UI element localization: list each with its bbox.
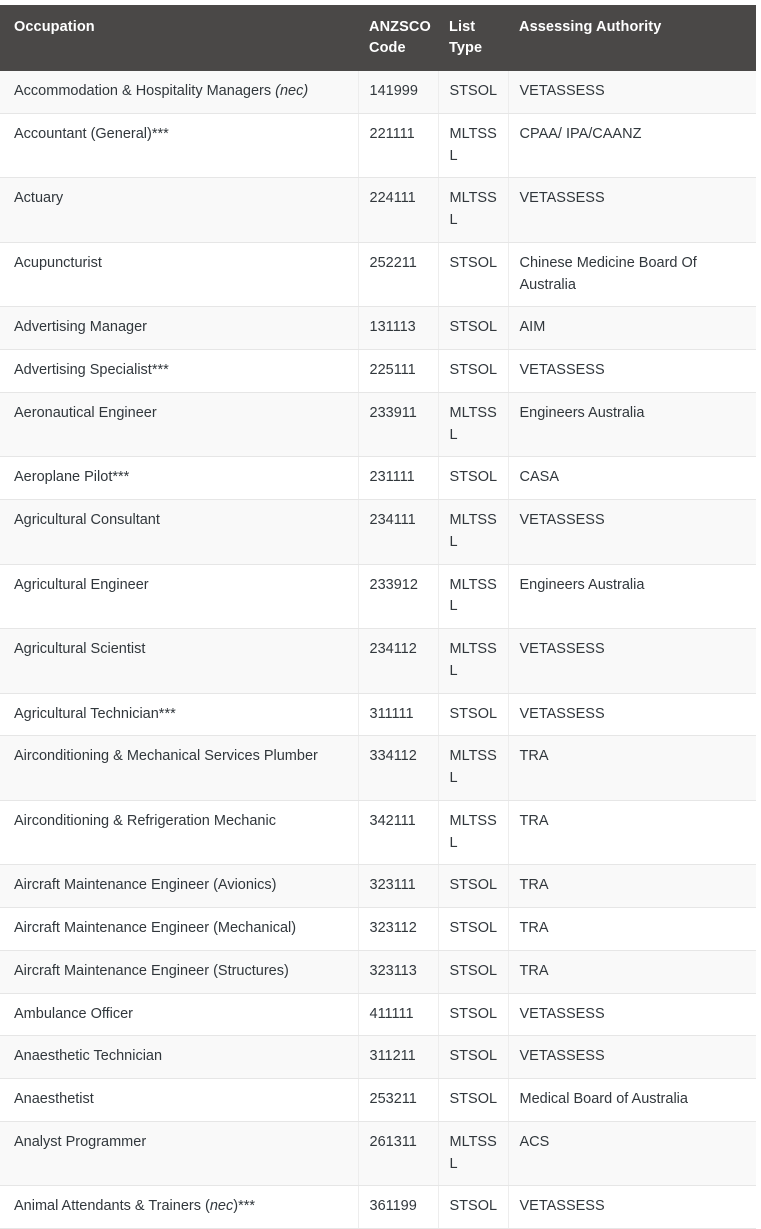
table-header-row: [0, 5, 756, 71]
table-row[interactable]: [0, 1121, 756, 1186]
cell-anzsco-code: 311211: [358, 1036, 438, 1079]
occupation-qualifier: (nec): [275, 83, 309, 100]
cell-anzsco-code: 225111: [358, 350, 438, 393]
cell-list-type: STSOL: [438, 950, 508, 993]
cell-list-type: STSOL: [438, 307, 508, 350]
cell-occupation: [0, 392, 358, 457]
cell-assessing-authority: TRA: [508, 800, 756, 865]
cell-assessing-authority: TRA: [508, 736, 756, 801]
cell-occupation: [0, 307, 358, 350]
cell-list-type: MLTSSL: [438, 178, 508, 243]
cell-assessing-authority: VETASSESS: [508, 71, 756, 113]
table-row[interactable]: [0, 564, 756, 629]
cell-occupation: [0, 1036, 358, 1079]
cell-occupation: [0, 800, 358, 865]
occupation-qualifier: nec: [209, 1198, 234, 1215]
cell-anzsco-code: 311111: [358, 693, 438, 736]
occupation-text: Anaesthetist: [14, 1091, 94, 1108]
occupation-table: [0, 5, 756, 1229]
table-row[interactable]: [0, 113, 756, 178]
table-row[interactable]: [0, 629, 756, 694]
cell-occupation: [0, 908, 358, 951]
cell-list-type: MLTSSL: [438, 392, 508, 457]
table-row[interactable]: [0, 242, 756, 307]
column-header-anzsco-line1: ANZSCO: [369, 19, 431, 35]
cell-list-type: MLTSSL: [438, 1121, 508, 1186]
cell-list-type: STSOL: [438, 1079, 508, 1122]
column-header-anzsco-code[interactable]: [358, 5, 438, 71]
cell-assessing-authority: Engineers Australia: [508, 392, 756, 457]
occupation-text: (: [205, 1198, 210, 1215]
occupation-text: Airconditioning & Refrigeration Mechanic: [14, 812, 276, 829]
occupation-text: Accountant (General)***: [14, 125, 169, 142]
cell-assessing-authority: TRA: [508, 908, 756, 951]
cell-assessing-authority: Medical Board of Australia: [508, 1079, 756, 1122]
occupation-text: Advertising Manager: [14, 319, 147, 336]
cell-anzsco-code: 234111: [358, 500, 438, 565]
cell-anzsco-code: 131113: [358, 307, 438, 350]
cell-occupation: [0, 993, 358, 1036]
cell-anzsco-code: 253211: [358, 1079, 438, 1122]
cell-list-type: MLTSSL: [438, 736, 508, 801]
cell-assessing-authority: Chinese Medicine Board Of Australia: [508, 242, 756, 307]
cell-occupation: [0, 178, 358, 243]
cell-list-type: STSOL: [438, 1186, 508, 1229]
cell-anzsco-code: 252211: [358, 242, 438, 307]
cell-list-type: STSOL: [438, 71, 508, 113]
occupation-text: Airconditioning & Mechanical Services Plumber: [14, 748, 318, 765]
column-header-assessing-authority[interactable]: Assessing Authority: [508, 5, 756, 71]
cell-anzsco-code: 411111: [358, 993, 438, 1036]
cell-occupation: [0, 1121, 358, 1186]
cell-occupation: [0, 629, 358, 694]
cell-anzsco-code: 361199: [358, 1186, 438, 1229]
column-header-list-type[interactable]: [438, 5, 508, 71]
table-row[interactable]: [0, 736, 756, 801]
occupation-text: Aircraft Maintenance Engineer (Structures): [14, 962, 289, 979]
cell-assessing-authority: CASA: [508, 457, 756, 500]
table-row[interactable]: [0, 457, 756, 500]
column-header-occupation[interactable]: Occupation: [0, 5, 358, 71]
table-row[interactable]: [0, 1036, 756, 1079]
cell-assessing-authority: VETASSESS: [508, 629, 756, 694]
cell-occupation: [0, 242, 358, 307]
cell-occupation: [0, 564, 358, 629]
table-row[interactable]: [0, 392, 756, 457]
cell-assessing-authority: ACS: [508, 1121, 756, 1186]
cell-anzsco-code: 323111: [358, 865, 438, 908]
cell-occupation: [0, 1079, 358, 1122]
cell-list-type: STSOL: [438, 908, 508, 951]
cell-occupation: [0, 950, 358, 993]
table-row[interactable]: [0, 865, 756, 908]
cell-assessing-authority: VETASSESS: [508, 1186, 756, 1229]
cell-list-type: MLTSSL: [438, 800, 508, 865]
occupation-text: Analyst Programmer: [14, 1133, 147, 1150]
cell-occupation: [0, 500, 358, 565]
occupation-text: Aircraft Maintenance Engineer (Mechanical): [14, 920, 297, 937]
cell-occupation: [0, 457, 358, 500]
cell-list-type: STSOL: [438, 693, 508, 736]
table-row[interactable]: [0, 71, 756, 113]
cell-anzsco-code: 323112: [358, 908, 438, 951]
occupation-text: Aeronautical Engineer: [14, 404, 157, 421]
table-row[interactable]: [0, 1079, 756, 1122]
table-row[interactable]: [0, 500, 756, 565]
occupation-text: Advertising Specialist***: [14, 362, 169, 379]
cell-assessing-authority: VETASSESS: [508, 500, 756, 565]
table-row[interactable]: [0, 950, 756, 993]
cell-list-type: STSOL: [438, 993, 508, 1036]
cell-list-type: STSOL: [438, 457, 508, 500]
occupation-text: Aeroplane Pilot***: [14, 469, 130, 486]
cell-assessing-authority: AIM: [508, 307, 756, 350]
occupation-text: Accommodation & Hospitality Managers: [14, 83, 276, 100]
table-row[interactable]: [0, 800, 756, 865]
cell-anzsco-code: 261311: [358, 1121, 438, 1186]
cell-assessing-authority: Engineers Australia: [508, 564, 756, 629]
occupation-text: Actuary: [14, 190, 64, 207]
cell-assessing-authority: TRA: [508, 950, 756, 993]
cell-list-type: MLTSSL: [438, 113, 508, 178]
cell-assessing-authority: VETASSESS: [508, 993, 756, 1036]
cell-assessing-authority: VETASSESS: [508, 693, 756, 736]
cell-occupation: [0, 1186, 358, 1229]
cell-occupation: [0, 865, 358, 908]
occupation-text: Acupuncturist: [14, 254, 102, 271]
cell-assessing-authority: VETASSESS: [508, 1036, 756, 1079]
cell-anzsco-code: 234112: [358, 629, 438, 694]
cell-occupation: [0, 350, 358, 393]
occupation-text: Agricultural Technician***: [14, 705, 176, 722]
cell-list-type: MLTSSL: [438, 564, 508, 629]
cell-assessing-authority: VETASSESS: [508, 350, 756, 393]
table-row[interactable]: [0, 1186, 756, 1229]
cell-anzsco-code: 221111: [358, 113, 438, 178]
cell-assessing-authority: VETASSESS: [508, 178, 756, 243]
cell-assessing-authority: CPAA/ IPA/CAANZ: [508, 113, 756, 178]
cell-list-type: MLTSSL: [438, 500, 508, 565]
table-row[interactable]: [0, 178, 756, 243]
cell-occupation: [0, 736, 358, 801]
cell-anzsco-code: 334112: [358, 736, 438, 801]
cell-list-type: STSOL: [438, 865, 508, 908]
table-row[interactable]: [0, 908, 756, 951]
cell-anzsco-code: 233911: [358, 392, 438, 457]
cell-occupation: [0, 71, 358, 113]
cell-anzsco-code: 233912: [358, 564, 438, 629]
column-header-anzsco-line2: Code: [369, 40, 406, 57]
cell-occupation: [0, 113, 358, 178]
column-header-list-line2: Type: [449, 40, 483, 57]
table-row[interactable]: [0, 350, 756, 393]
cell-anzsco-code: 323113: [358, 950, 438, 993]
occupation-text: Animal Attendants & Trainers: [14, 1198, 206, 1215]
cell-anzsco-code: 342111: [358, 800, 438, 865]
table-row[interactable]: [0, 993, 756, 1036]
cell-list-type: STSOL: [438, 1036, 508, 1079]
table-row[interactable]: [0, 307, 756, 350]
table-row[interactable]: [0, 693, 756, 736]
cell-list-type: STSOL: [438, 350, 508, 393]
table-body: [0, 71, 756, 1229]
cell-list-type: STSOL: [438, 242, 508, 307]
cell-occupation: [0, 693, 358, 736]
occupation-text: Ambulance Officer: [14, 1005, 134, 1022]
column-header-list-line1: List: [449, 19, 476, 35]
occupation-text: Agricultural Consultant: [14, 512, 160, 529]
table-header: [0, 5, 756, 71]
cell-anzsco-code: 231111: [358, 457, 438, 500]
occupation-text: Aircraft Maintenance Engineer (Avionics): [14, 877, 277, 894]
occupation-text: )***: [233, 1198, 256, 1215]
occupation-text: Agricultural Scientist: [14, 641, 146, 658]
cell-list-type: MLTSSL: [438, 629, 508, 694]
occupation-text: Anaesthetic Technician: [14, 1048, 163, 1065]
occupation-text: Agricultural Engineer: [14, 576, 149, 593]
cell-assessing-authority: TRA: [508, 865, 756, 908]
cell-anzsco-code: 224111: [358, 178, 438, 243]
cell-anzsco-code: 141999: [358, 71, 438, 113]
